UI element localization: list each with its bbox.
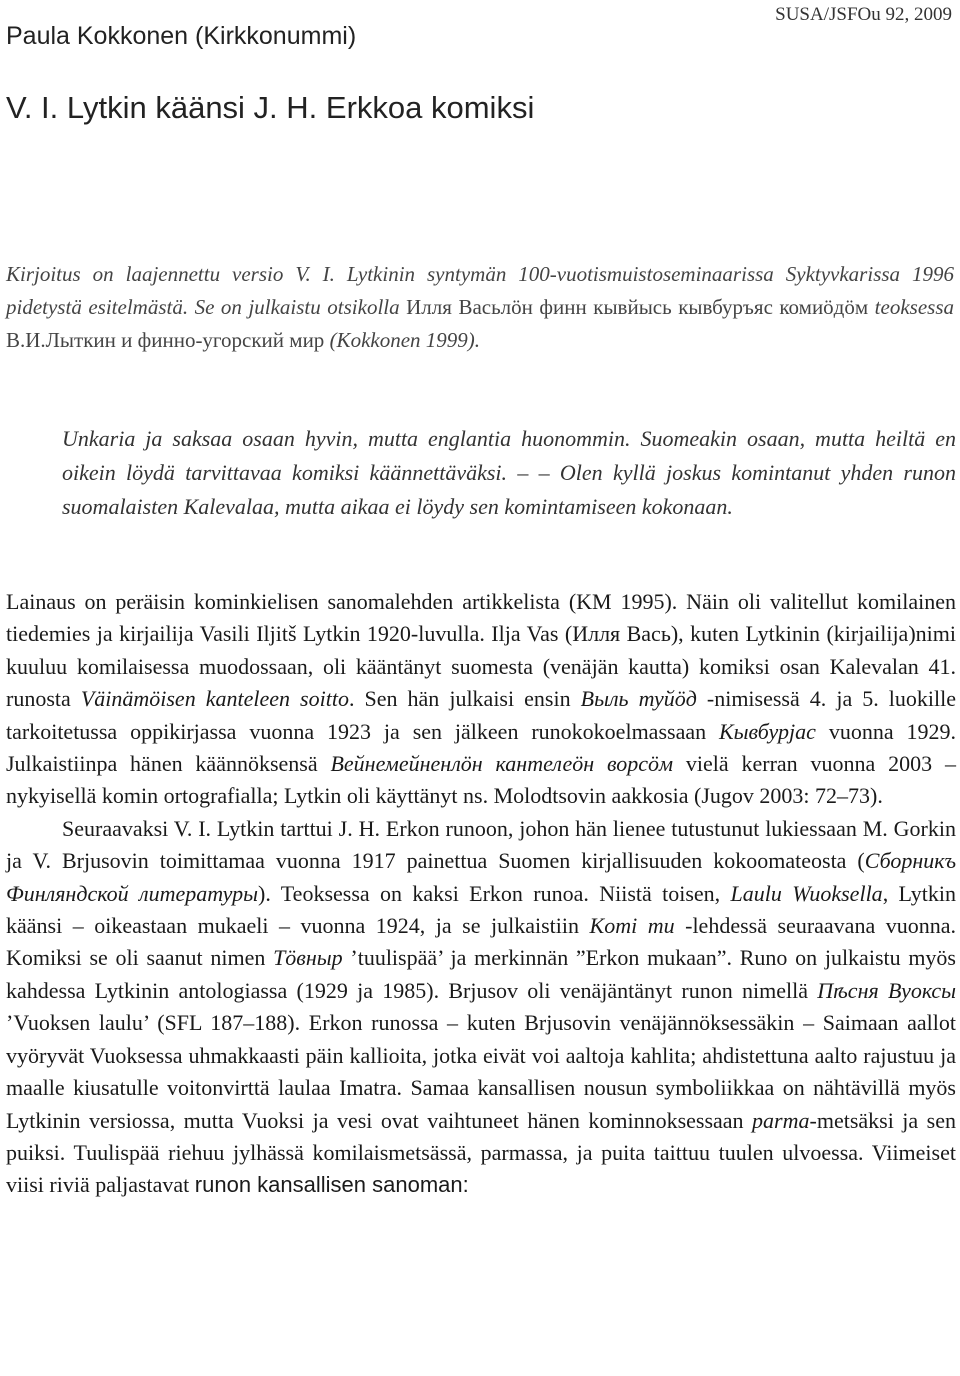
journal-reference: SUSA/JSFOu 92, 2009	[775, 4, 952, 25]
text-run: -metsäksi ja sen puiksi. Tuulispää riehuu jylhässä komilaismetsässä, parmassa, ja puita taittuu tuulen ulvoessa. Viimeiset viisi riviä paljastavat	[6, 1107, 956, 1198]
text-run: vuonna 1929. Julkaistiinpa hänen käännöksensä	[6, 718, 957, 777]
italic-term: parma	[752, 1107, 810, 1133]
abstract-text: Kirjoitus on laajennettu versio V. I. Lytkinin syntymän 100-vuotismuistoseminaarissa Syktyvkarissa 1996 pidetystä esitelmästä. Se on julkaistu otsikolla	[6, 262, 954, 319]
paragraph	[6, 586, 956, 813]
abstract	[6, 258, 954, 357]
text-run: -lehdessä seuraavana vuonna. Komiksi se oli saanut nimen	[6, 913, 956, 971]
italic-title: Вейнемейненлӧн кантелеӧн ворсӧм	[330, 751, 674, 777]
block-quote: Unkaria ja saksaa osaan hyvin, mutta englantia huonommin. Suomeakin osaan, mutta heiltä en oikein löydä tarvittavaa komiksi käännettäväksi. – – Olen kyllä joskus komintanut yhden runon suomalaisten Kalevalaa, mutta aikaa ei löydy sen komintamiseen kokonaan.	[62, 426, 956, 519]
italic-title: Пѣсня Вуоксы	[817, 977, 956, 1003]
author-line: Paula Kokkonen (Kirkkonummi)	[6, 22, 357, 50]
body-text	[6, 586, 956, 1202]
italic-title: Выль туйӧд	[580, 686, 697, 712]
text-run: ’tuulispää’ ja merkinnän ”Erkon mukaan”. Runo on julkaistu myös kahdessa Lytkinin antologiassa (1929 ja 1985). Brjusov oli venäjäntänyt runon nimellä	[6, 945, 956, 1003]
paragraph	[6, 813, 956, 1202]
text-run: . Sen hän julkaisi ensin	[348, 686, 581, 712]
article-title: V. I. Lytkin käänsi J. H. Erkkoa komiksi	[6, 90, 535, 125]
abstract-cyrillic-book: В.И.Лыткин и финно-угорский мир	[6, 328, 325, 352]
abstract-text: (Kokkonen 1999).	[324, 328, 481, 352]
italic-title: Laulu Wuoksella	[730, 880, 883, 906]
text-run: vielä kerran vuonna 2003 – nykyisellä komin ortografialla; Lytkin oli käyttänyt ns. Molodtsovin aakkosia (Jugov 2003: 72–73).	[6, 751, 956, 809]
text-run: ’Vuoksen laulu’ (SFL 187–188). Erkon runossa – kuten Brjusovin venäjännöksessäkin – Saimaan aallot vyöryvät Vuoksessa uhmakkaasti päin kallioita, jotka eivät voi aaltoja kahlita; ahdistettuna aalto rajustuu ja maalle kiusatulle voitonvirttä laulaa Imatra. Samaa kansallisen nousun symboliikkaa on nähtävillä myös Lytkinin versiossa, mutta Vuoksi ja vesi ovat vaihtuneet hänen kominnoksessaan	[6, 1010, 956, 1133]
text-run: -nimisessä 4. ja 5. luokille tarkoitetussa oppikirjassa vuonna 1923 ja sen jälkeen runokokoelmassaan	[6, 686, 957, 744]
text-run: , Lytkin käänsi – oikeastaan mukaeli – vuonna 1924, ja se julkaistiin	[6, 880, 956, 939]
italic-title: Тӧвныр	[273, 945, 343, 971]
italic-title: Väinämöisen kanteleen soitto	[80, 686, 349, 712]
text-run: ). Teoksessa on kaksi Erkon runoa. Niistä toisen,	[258, 880, 731, 906]
abstract-cyrillic-title: Илля Васьлӧн финн кывйысь кывбуръяс комиӧдӧм	[406, 295, 869, 319]
text-run: Seuraavaksi V. I. Lytkin tarttui J. H. Erkon runoon, johon hän lienee tutustunut lukiessaan M. Gorkin ja V. Brjusovin toimittamaa vuonna 1917 painettua Suomen kirjallisuuden kokoomateosta (	[6, 815, 956, 874]
text-run: Lainaus on peräisin kominkielisen sanomalehden artikkelista (KM 1995). Näin oli valitellut komilainen tiedemies ja kirjailija Vasili Iljitš Lytkin 1920-luvulla. Ilja Vas (Илля Вась), kuten Lytkinin (kirjailija)nimi kuuluu komilaisessa muodossaan, oli kääntänyt suomesta (venäjän kautta) komiksi osan Kalevalan 41. runosta	[6, 589, 956, 712]
italic-title: Komi mu	[589, 913, 675, 939]
abstract-text: teoksessa	[868, 295, 954, 319]
italic-title: Кывбурjас	[719, 718, 816, 744]
text-run: runon kansallisen sanoman:	[194, 1172, 469, 1198]
italic-title: Сборникъ Финляндской литературы	[6, 848, 956, 906]
